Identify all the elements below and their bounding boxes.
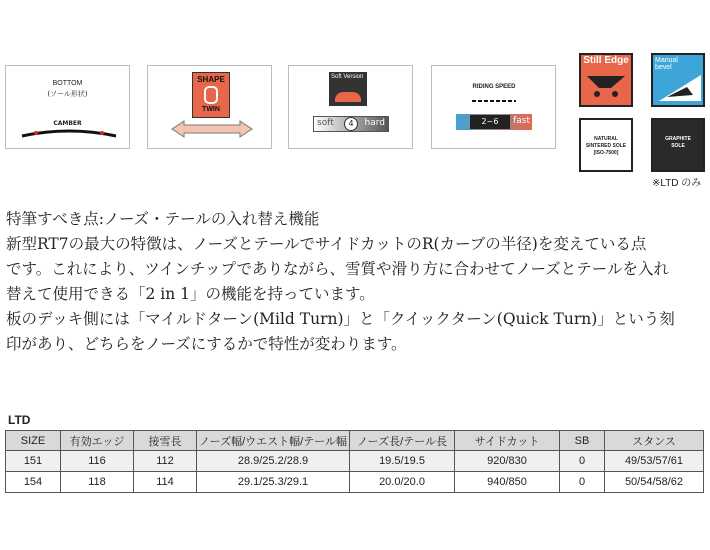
sintered-sole-badge xyxy=(579,118,633,172)
cell: 940/850 xyxy=(455,472,560,493)
flex-card xyxy=(288,65,413,149)
cell: 49/53/57/61 xyxy=(605,451,704,472)
flex-scale xyxy=(313,116,389,132)
twin-arrow-icon xyxy=(170,120,254,138)
description-line: 印があり、どちらをノーズにするかで特性が変わります。 xyxy=(6,335,407,353)
cell: 28.9/25.2/28.9 xyxy=(197,451,350,472)
cell: 116 xyxy=(61,451,134,472)
table-row xyxy=(6,472,704,493)
manual-bevel-badge xyxy=(651,53,705,107)
description-line: です。これにより、ツインチップでありながら、雪質や滑り方に合わせてノーズとテールを入れ xyxy=(6,260,669,278)
riding-speed-card xyxy=(431,65,556,149)
cell: 20.0/20.0 xyxy=(350,472,455,493)
cell: 50/54/58/62 xyxy=(605,472,704,493)
cell: 151 xyxy=(6,451,61,472)
soft-version-label: Soft Version xyxy=(331,74,364,80)
description-line: 板のデッキ側には「マイルドターン(Mild Turn)」と「クイックターン(Quick Turn)」という刻 xyxy=(6,310,675,328)
spec-table xyxy=(5,430,704,493)
ltd-only-note: ※LTD のみ xyxy=(652,178,702,189)
col-lengths: ノーズ長/テール長 xyxy=(350,431,455,451)
col-sb: SB xyxy=(560,431,605,451)
cell: 112 xyxy=(134,451,197,472)
col-stance: スタンス xyxy=(605,431,704,451)
bottom-title: BOTTOM xyxy=(52,80,83,87)
riding-speed-title: RIDING SPEED xyxy=(472,84,516,90)
cell: 29.1/25.3/29.1 xyxy=(197,472,350,493)
sintered-label: NATURAL SINTERED SOLE [ISO-7500] xyxy=(585,136,627,156)
flex-wave-icon xyxy=(335,92,361,102)
manual-bevel-label: Manual bevel xyxy=(655,57,678,71)
graphite-label: GRAPHITE SOLE xyxy=(665,136,691,149)
ltd-label: LTD xyxy=(8,413,31,427)
speed-lines-icon xyxy=(470,98,518,104)
soft-version-badge xyxy=(329,72,367,106)
bottom-shape-card xyxy=(5,65,130,149)
bottom-subtitle: (ソール形状) xyxy=(47,90,88,98)
description xyxy=(6,207,706,357)
edge-icon xyxy=(581,66,631,102)
table-row xyxy=(6,451,704,472)
flex-value: 4 xyxy=(344,117,358,131)
twin-label: TWIN xyxy=(202,106,220,113)
shape-title: SHAPE xyxy=(197,75,225,84)
cell: 114 xyxy=(134,472,197,493)
description-line: 替えて使用できる「2 in 1」の機能を持っています。 xyxy=(6,285,375,303)
speed-range: 2~6 xyxy=(470,115,510,129)
col-contact: 接雪長 xyxy=(134,431,197,451)
graphite-sole-badge xyxy=(651,118,705,172)
hard-label: hard xyxy=(364,118,385,128)
cell: 19.5/19.5 xyxy=(350,451,455,472)
camber-icon xyxy=(20,126,118,140)
soft-label: soft xyxy=(317,118,334,128)
cell: 118 xyxy=(61,472,134,493)
cell: 0 xyxy=(560,472,605,493)
cell: 0 xyxy=(560,451,605,472)
fast-label: fast xyxy=(513,116,530,126)
shape-badge xyxy=(192,72,230,118)
col-size: SIZE xyxy=(6,431,61,451)
col-edge: 有効エッジ xyxy=(61,431,134,451)
description-line: 新型RT7の最大の特徴は、ノーズとテールでサイドカットのR(カーブの半径)を変えている点 xyxy=(6,235,647,253)
still-edge-label: Still Edge xyxy=(583,55,629,66)
shape-card xyxy=(147,65,272,149)
cell: 920/830 xyxy=(455,451,560,472)
col-sidecut: サイドカット xyxy=(455,431,560,451)
col-widths: ノーズ幅/ウエスト幅/テール幅 xyxy=(197,431,350,451)
description-heading: 特筆すべき点:ノーズ・テールの入れ替え機能 xyxy=(6,210,320,228)
bevel-icon xyxy=(657,73,703,103)
cell: 154 xyxy=(6,472,61,493)
speed-scale xyxy=(456,114,532,130)
still-edge-badge xyxy=(579,53,633,107)
twin-board-icon xyxy=(204,86,218,104)
camber-label: CAMBER xyxy=(53,120,82,127)
table-header-row xyxy=(6,431,704,451)
